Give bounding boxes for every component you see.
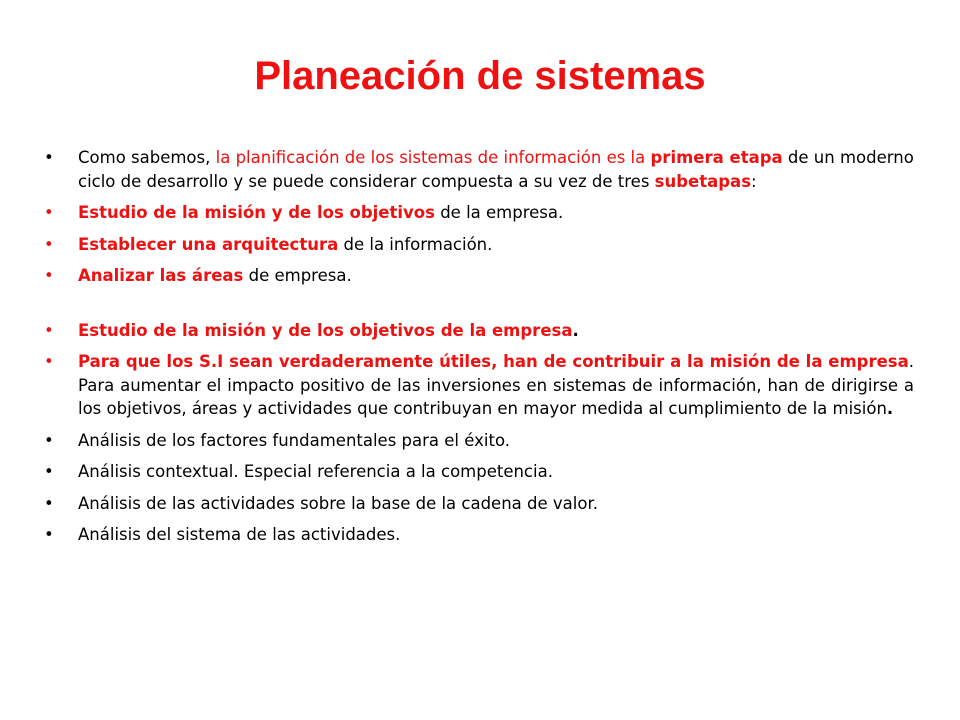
text-run: Para que los S.I sean verdaderamente útiles, han de contribuir a la misión de la empresa <box>78 352 909 371</box>
text-run: de la empresa. <box>434 203 564 222</box>
bullet-icon: • <box>44 234 54 254</box>
bullet-icon: • <box>44 148 54 167</box>
bullet-icon: • <box>44 493 54 513</box>
bullet-item-analisis-4 <box>44 523 914 547</box>
bullet-text: Análisis del sistema de las actividades. <box>78 525 401 544</box>
bullet-item-subetapa-1 <box>44 201 914 225</box>
text-run: . Para aumentar el impacto positivo de las inversiones en sistemas de información, han de dirigirse a los objetivos, áreas y actividades que contribuyan en mayor medida al cumplimiento de la misión <box>78 352 914 418</box>
bullet-item-subetapa-2 <box>44 233 914 257</box>
bullet-item-analisis-3 <box>44 492 914 516</box>
text-run: primera etapa <box>650 148 783 167</box>
text-run: de empresa. <box>243 266 352 285</box>
bullet-icon: • <box>44 320 54 340</box>
bullet-text <box>78 321 579 340</box>
text-run: la planificación de los sistemas de información es la <box>215 148 651 167</box>
text-run: : <box>751 171 757 191</box>
text-run: Analizar las áreas <box>78 266 244 285</box>
text-run: Estudio de la misión y de los objetivos de la empresa <box>78 320 573 340</box>
text-run: Como sabemos, <box>78 148 216 167</box>
text-run: de un moderno ciclo de desarrollo y se puede considerar compuesta a su vez de tres <box>78 148 914 191</box>
bullet-item-analisis-2 <box>44 460 914 484</box>
bullet-text: Análisis contextual. Especial referencia a la competencia. <box>78 462 553 481</box>
bullet-text <box>78 352 914 418</box>
bullet-item-analisis-1 <box>44 429 914 453</box>
bullet-item-intro <box>44 146 914 193</box>
bullet-text <box>78 148 914 191</box>
bullet-text <box>78 235 492 254</box>
bullet-text: Análisis de las actividades sobre la base de la cadena de valor. <box>78 493 598 513</box>
text-run: subetapas <box>654 171 752 191</box>
bullet-text: Análisis de los factores fundamentales para el éxito. <box>78 430 510 450</box>
slide-title: Planeación de sistemas <box>254 54 706 98</box>
bullet-item-mision-body <box>44 350 914 421</box>
bullet-icon: • <box>44 266 54 285</box>
bullet-icon: • <box>44 203 54 222</box>
bullet-list <box>44 146 914 555</box>
bullet-text <box>78 266 352 285</box>
bullet-item-subetapa-3 <box>44 264 914 288</box>
bullet-icon: • <box>44 462 54 481</box>
bullet-text <box>78 203 563 222</box>
text-run: Estudio de la misión y de los objetivos <box>78 203 435 222</box>
text-run: . <box>886 399 894 418</box>
text-run: de la información. <box>338 234 493 254</box>
bullet-item-mision-heading <box>44 319 914 343</box>
bullet-icon: • <box>44 525 54 544</box>
bullet-icon: • <box>44 352 54 371</box>
bullet-icon: • <box>44 430 54 450</box>
text-run: . <box>572 320 579 340</box>
text-run: Establecer una arquitectura <box>78 234 339 254</box>
